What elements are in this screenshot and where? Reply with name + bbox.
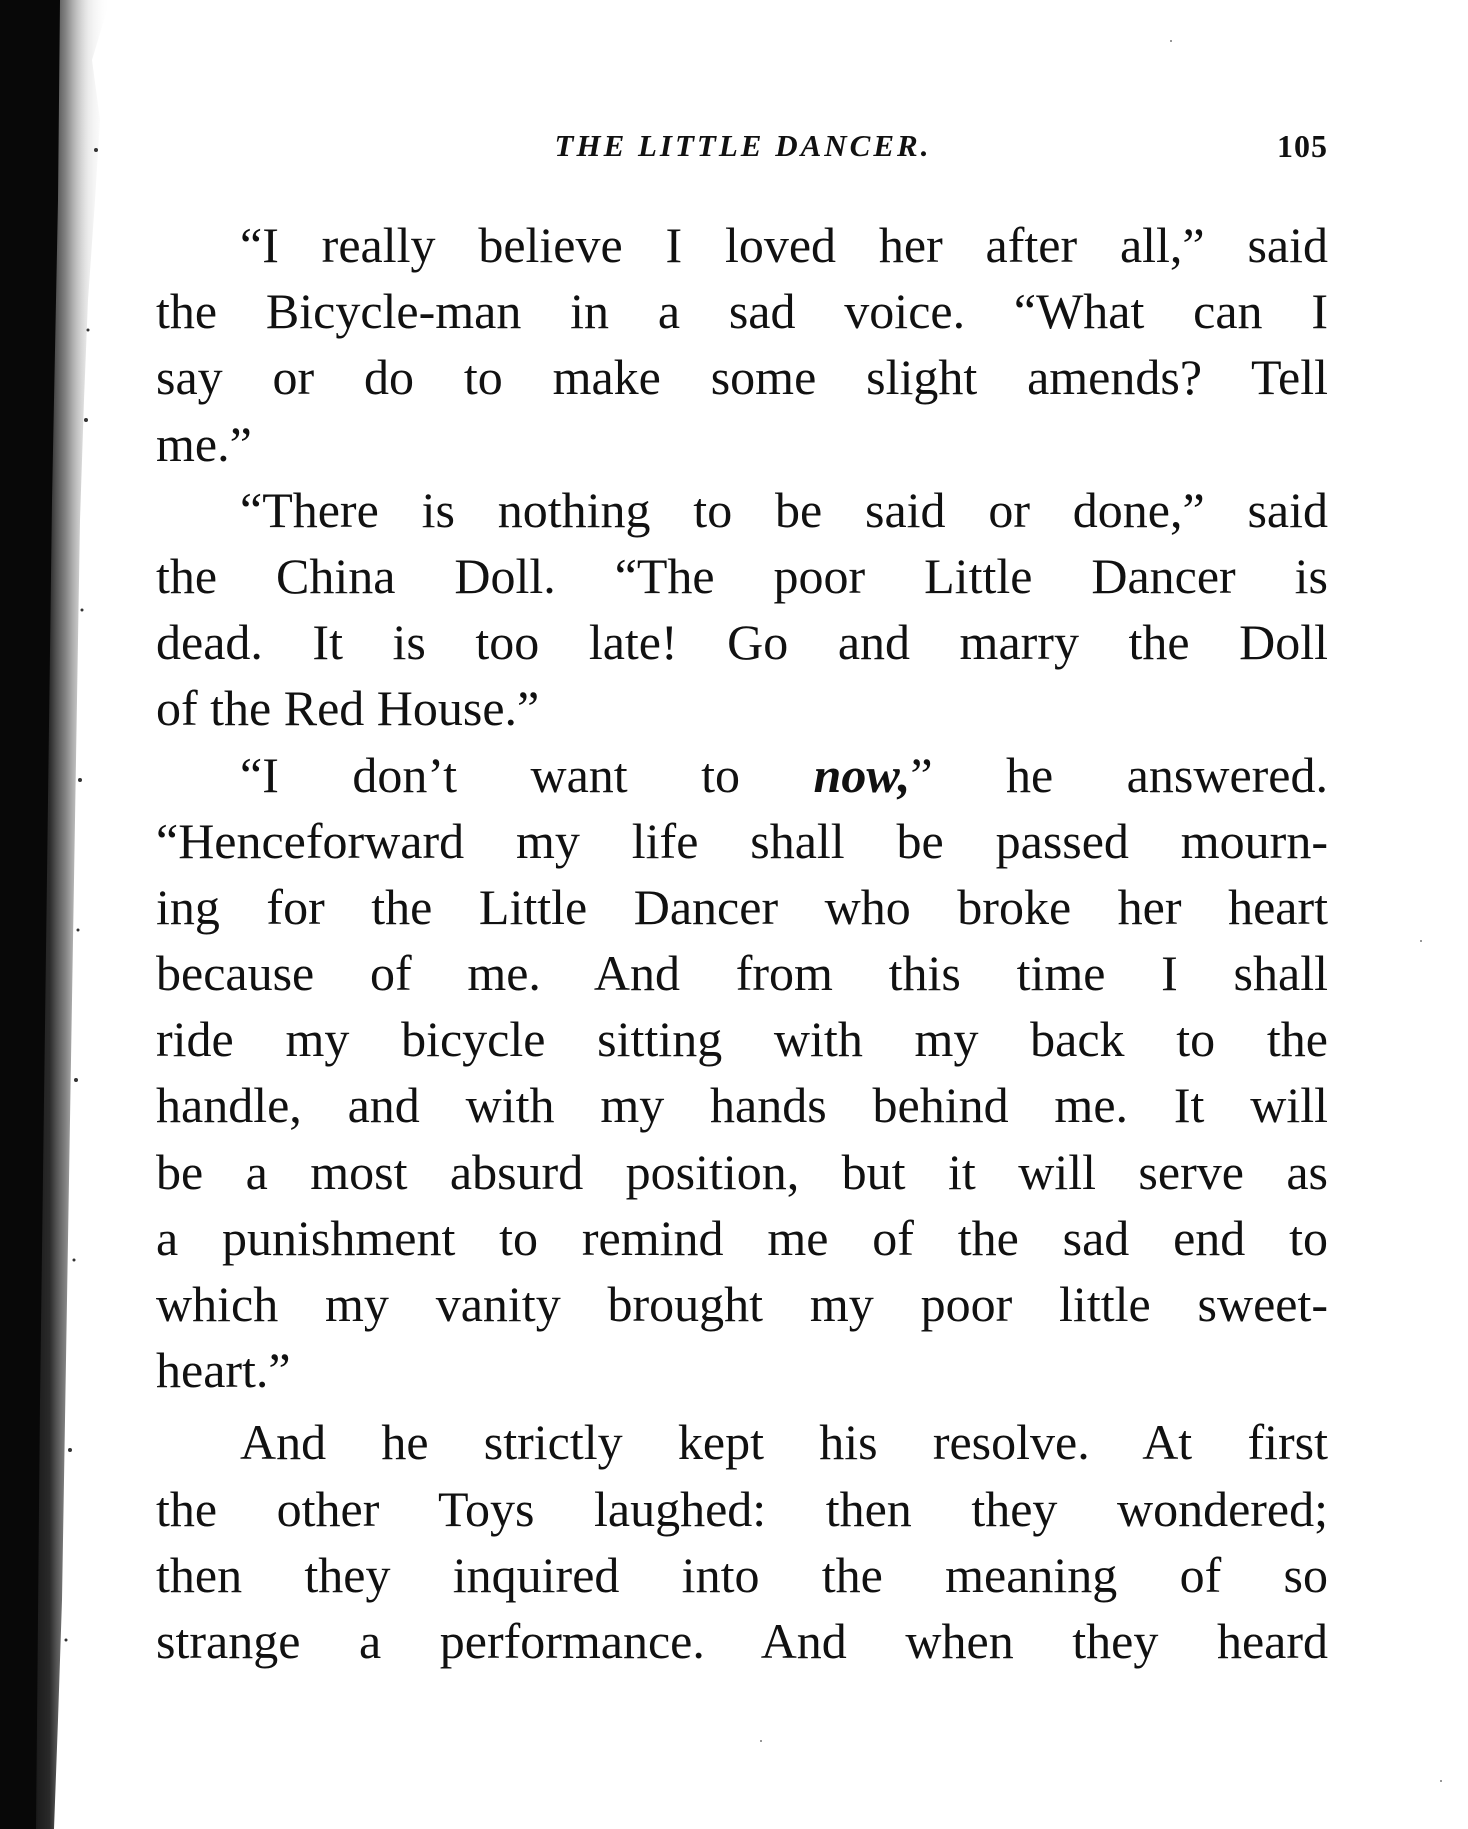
binding-edge-graphic [0,0,120,1829]
scan-speck [760,1740,762,1742]
text-line: “I really believe I loved her after all,” said [240,217,1328,273]
paragraph-2 [156,477,1328,742]
binding-edge-shadow [0,0,120,1829]
text-line: “Henceforward my life shall be passed mourn- [156,812,1328,869]
body-text [156,212,1328,1674]
text-line: the Bicycle-man in a sad voice. “What can I [156,283,1328,340]
page-number: 105 [1277,128,1328,164]
text-line: then they inquired into the meaning of so [156,1546,1328,1603]
text-line: ing for the Little Dancer who broke her heart [156,878,1328,935]
text-line: the other Toys laughed: then they wondered; [156,1480,1328,1537]
text-line: which my vanity brought my poor little sweet- [156,1276,1328,1332]
text-line: “There is nothing to be said or done,” said [240,481,1328,538]
text-line: because of me. And from this time I shall [156,945,1328,1002]
paragraph-3 [156,742,1328,1404]
text-line: me.” [156,415,252,472]
text-line: strange a performance. And when they heard [156,1612,1328,1669]
scan-speck [1420,940,1422,942]
text-segment: ” he answered. [910,746,1328,803]
text-line [156,742,1328,808]
scan-speck [1440,1780,1442,1782]
scan-speck [1170,40,1172,42]
running-title: THE LITTLE DANCER. [554,128,932,163]
text-segment: “I don’t want to [240,746,814,803]
paragraph-4 [156,1409,1328,1674]
paragraph-1 [156,212,1328,477]
text-line: say or do to make some slight amends? Tell [156,349,1328,406]
text-line: a punishment to remind me of the sad end to [156,1209,1328,1266]
emphasized-word: now, [813,746,911,803]
text-line: handle, and with my hands behind me. It will [156,1077,1328,1134]
text-line: heart.” [156,1342,291,1399]
text-line: And he strictly kept his resolve. At first [240,1414,1328,1471]
text-line: dead. It is too late! Go and marry the Doll [156,614,1328,671]
text-line: the China Doll. “The poor Little Dancer is [156,547,1328,604]
text-line: of the Red House.” [156,680,540,737]
text-line: ride my bicycle sitting with my back to the [156,1011,1328,1068]
running-header [158,128,1328,168]
text-line: be a most absurd position, but it will serve as [156,1143,1328,1200]
